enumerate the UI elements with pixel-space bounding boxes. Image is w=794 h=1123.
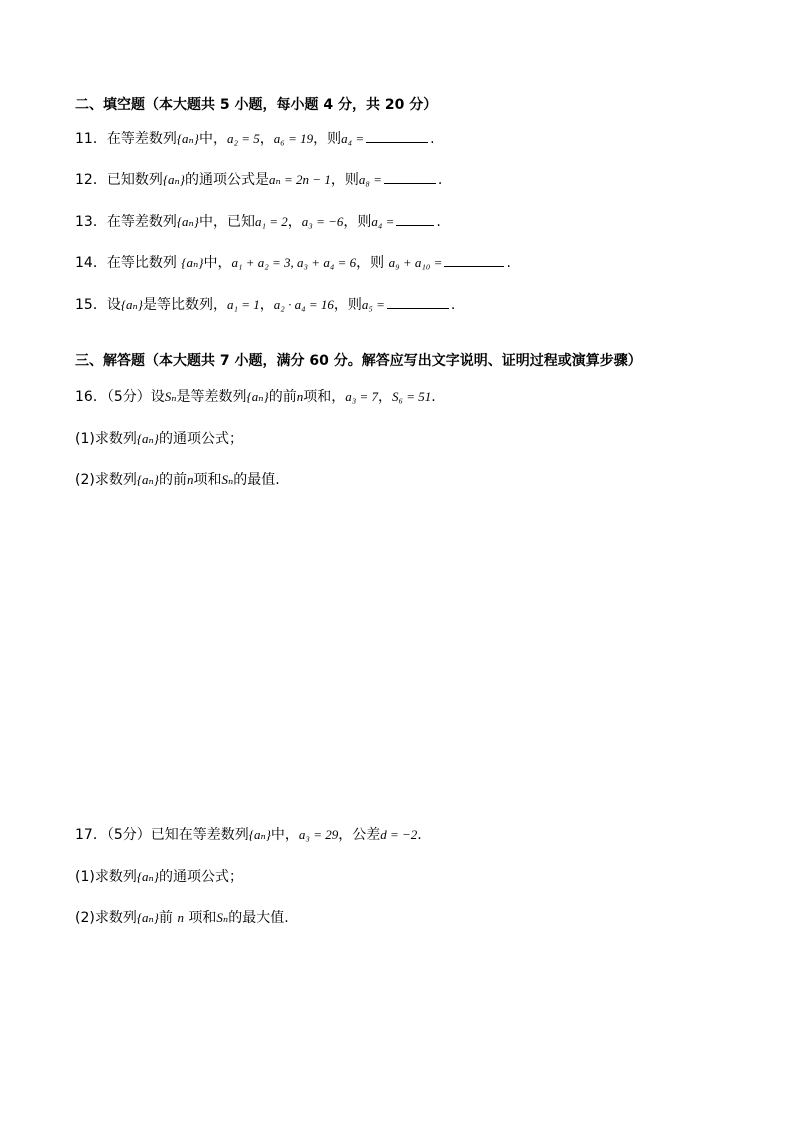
- answer-blank[interactable]: [396, 212, 434, 226]
- question-16-part-2: (2)求数列{aₙ}的前n项和Sₙ的最值.: [75, 472, 280, 488]
- question-12: 12．已知数列{aₙ}的通项公式是aₙ = 2n − 1，则a₈ = .: [75, 172, 443, 188]
- question-17-part-1: (1)求数列{aₙ}的通项公式；: [75, 869, 244, 885]
- section-3-heading: 三、解答题（本大题共 7 小题，满分 60 分。解答应写出文字说明、证明过程或演算步骤）: [75, 353, 642, 369]
- sequence-symbol: {aₙ}: [136, 869, 160, 884]
- sequence-symbol: {aₙ}: [136, 910, 160, 925]
- sequence-symbol: {aₙ}: [136, 431, 160, 446]
- answer-blank[interactable]: [384, 170, 436, 184]
- sequence-symbol: {aₙ}: [176, 214, 199, 229]
- question-14: 14．在等比数列 {aₙ}中，a₁ + a₂ = 3, a₃ + a₄ = 6，则 a₉ + a₁₀ = .: [75, 255, 511, 271]
- question-11: 11．在等差数列{aₙ}中，a₂ = 5，a₆ = 19，则a₄ = .: [75, 131, 435, 147]
- sequence-symbol: {aₙ}: [246, 389, 269, 404]
- sequence-symbol: {aₙ}: [248, 827, 271, 842]
- sequence-symbol: {aₙ}: [120, 297, 143, 312]
- question-15: 15．设{aₙ}是等比数列，a₁ = 1，a₂ · a₄ = 16，则a₅ = .: [75, 297, 456, 313]
- sequence-symbol: {aₙ}: [176, 131, 199, 146]
- sequence-symbol: {aₙ}: [181, 255, 204, 270]
- question-16-stem: 16．（5分）设Sₙ是等差数列{aₙ}的前n项和，a₃ = 7，S₆ = 51.: [75, 389, 436, 405]
- answer-blank[interactable]: [387, 295, 449, 309]
- sequence-symbol: {aₙ}: [136, 472, 160, 487]
- question-13: 13．在等差数列{aₙ}中，已知a₁ = 2，a₃ = −6，则a₄ = .: [75, 214, 441, 230]
- answer-blank[interactable]: [444, 253, 504, 267]
- section-2-heading: 二、填空题（本大题共 5 小题，每小题 4 分，共 20 分）: [75, 97, 438, 113]
- question-16-part-1: (1)求数列{aₙ}的通项公式；: [75, 431, 244, 447]
- question-17-part-2: (2)求数列{aₙ}前 n 项和Sₙ的最大值.: [75, 910, 289, 926]
- answer-blank[interactable]: [366, 129, 428, 143]
- question-17-stem: 17．（5分）已知在等差数列{aₙ}中，a₃ = 29，公差d = −2.: [75, 827, 422, 843]
- sequence-symbol: {aₙ}: [162, 172, 185, 187]
